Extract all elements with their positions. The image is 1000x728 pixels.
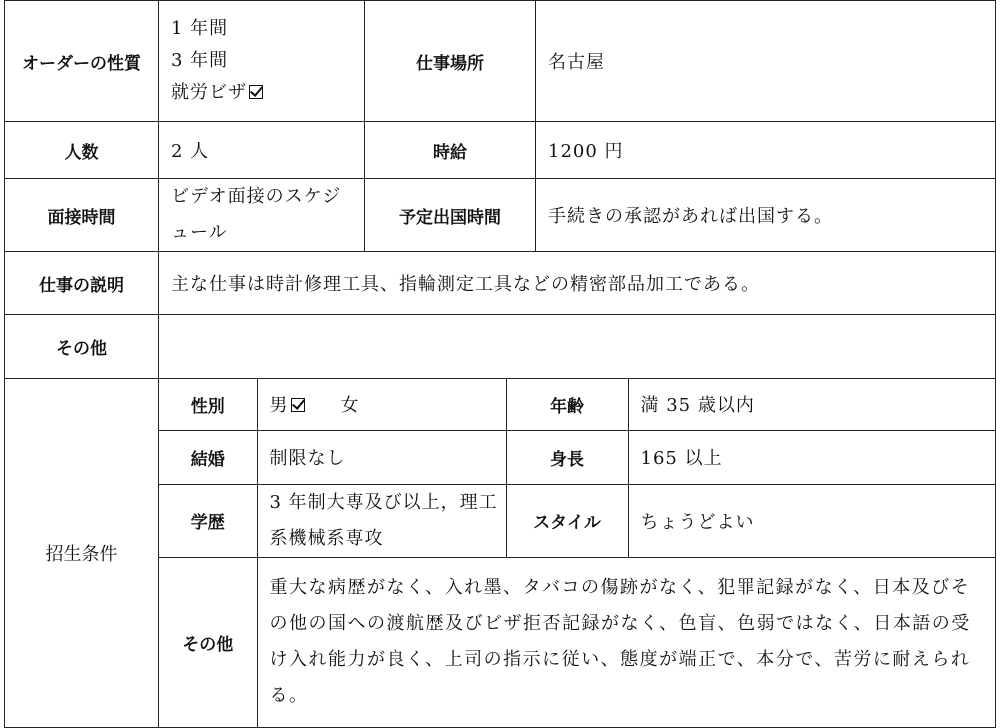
age-label: 年齢	[550, 396, 584, 417]
recruitment-conditions-cell	[159, 379, 996, 728]
wage-label: 時給	[433, 142, 467, 163]
wage-label-cell	[365, 122, 536, 179]
job-description-value: 主な仕事は時計修理工具、指輪測定工具などの精密部品加工である。	[159, 252, 996, 315]
education-label-cell	[159, 484, 257, 557]
other-label-cell	[5, 315, 159, 379]
gender-value-cell	[257, 379, 506, 430]
education-label: 学歴	[190, 513, 225, 533]
gender-label-cell	[159, 379, 257, 430]
style-label: スタイル	[533, 513, 601, 533]
job-order-table	[4, 0, 996, 728]
height-value: 165 以上	[628, 430, 996, 484]
recruitment-other-line-3: け入れ能力が良く、上司の指示に従い、態度が端正で、本分で、苦労に耐えられ	[269, 649, 971, 671]
row-order	[5, 1, 996, 122]
departure-value: 手続きの承認があれば出国する。	[536, 179, 996, 252]
row-job-description	[5, 252, 996, 315]
row-gender-age	[159, 379, 996, 430]
row-interview	[5, 179, 996, 252]
age-label-cell	[506, 379, 628, 430]
recruitment-conditions-table	[159, 379, 996, 727]
education-value-line-2: 系機械系専攻	[269, 527, 384, 549]
wage-value: 1200 円	[536, 122, 996, 179]
headcount-label-cell	[5, 122, 159, 179]
row-marriage-height	[159, 430, 996, 484]
gender-female: 女	[340, 395, 360, 417]
workplace-label-cell	[365, 1, 536, 122]
interview-value-line-1: ビデオ面接のスケジ	[171, 186, 342, 207]
departure-label: 予定出国時間	[399, 207, 501, 228]
education-value-line-1: 3 年制大専及び以上，理工	[269, 491, 498, 513]
recruitment-other-line-4: る。	[269, 685, 309, 707]
row-education-style	[159, 484, 996, 557]
gender-male: 男	[269, 395, 289, 417]
departure-label-cell	[365, 179, 536, 252]
checked-checkbox-icon	[291, 398, 305, 412]
marriage-label-cell	[159, 430, 257, 484]
workplace-label: 仕事場所	[416, 53, 484, 74]
height-label-cell	[506, 430, 628, 484]
checked-checkbox-icon	[249, 85, 263, 99]
interview-value-line-2: ュール	[171, 222, 228, 243]
marriage-value: 制限なし	[257, 430, 506, 484]
row-other	[5, 315, 996, 379]
recruitment-other-label-cell	[159, 557, 257, 727]
age-value: 満 35 歳以内	[628, 379, 996, 430]
row-recruitment	[5, 379, 996, 728]
style-label-cell	[506, 484, 628, 557]
style-value: ちょうどよい	[628, 484, 996, 557]
order-option-3-text: 就労ビザ	[171, 82, 247, 103]
row-headcount	[5, 122, 996, 179]
other-label: その他	[56, 339, 107, 359]
height-label: 身長	[550, 449, 584, 470]
job-description-label: 仕事の説明	[39, 275, 124, 296]
interview-value-cell	[159, 179, 365, 252]
recruitment-label: 招生条件	[45, 544, 118, 565]
recruitment-other-value-cell	[257, 557, 996, 727]
recruitment-label-cell	[5, 379, 159, 728]
education-value-cell	[257, 484, 506, 557]
order-options-cell	[159, 1, 365, 122]
job-description-label-cell	[5, 252, 159, 315]
order-option-3	[171, 77, 364, 109]
order-label: オーダーの性質	[22, 53, 141, 74]
order-label-cell	[5, 1, 159, 122]
headcount-value: 2 人	[159, 122, 365, 179]
job-order-document	[4, 0, 996, 722]
recruitment-other-label: その他	[182, 634, 234, 655]
recruitment-other-line-2: の他の国への渡航歴及びビザ拒否記録がなく、色盲、色弱ではなく、日本語の受	[269, 613, 971, 635]
other-value	[159, 315, 996, 379]
headcount-label: 人数	[64, 142, 99, 163]
recruitment-other-line-1: 重大な病歴がなく、入れ墨、タバコの傷跡がなく、犯罪記録がなく、日本及びそ	[269, 577, 971, 599]
marriage-label: 結婚	[190, 449, 225, 470]
interview-label-cell	[5, 179, 159, 252]
gender-label: 性別	[190, 396, 225, 417]
workplace-value: 名古屋	[536, 1, 996, 122]
interview-label: 面接時間	[47, 207, 116, 228]
order-option-1: 1 年間	[171, 18, 229, 39]
row-recruitment-other	[159, 557, 996, 727]
order-option-2: 3 年間	[171, 50, 229, 71]
